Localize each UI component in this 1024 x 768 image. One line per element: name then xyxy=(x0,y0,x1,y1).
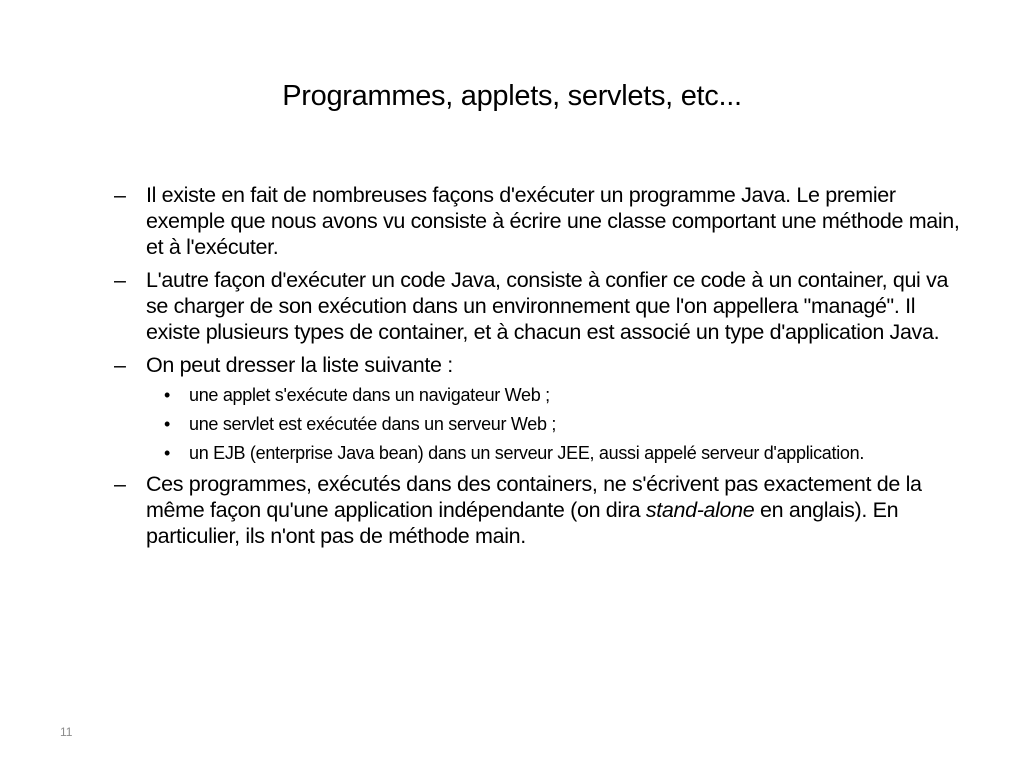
list-item-text: Il existe en fait de nombreuses façons d'exécuter un programme Java. Le premier exemple que nous avons vu consiste à écrire une classe comportant une méthode main, et à l'exécuter. xyxy=(146,183,960,259)
sub-list-item-text: une applet s'exécute dans un navigateur Web ; xyxy=(189,385,550,405)
bullet-marker: • xyxy=(164,414,171,434)
sub-bullet-list xyxy=(146,384,974,464)
list-item xyxy=(114,352,974,464)
dash-marker: – xyxy=(114,472,126,496)
bullet-list xyxy=(114,182,974,549)
bullet-marker: • xyxy=(164,443,171,463)
list-item-italic-term: stand-alone xyxy=(645,498,755,522)
dash-marker: – xyxy=(114,353,126,377)
sub-list-item xyxy=(164,442,974,464)
dash-marker: – xyxy=(114,183,126,207)
slide-title: Programmes, applets, servlets, etc... xyxy=(282,80,742,112)
list-item-text: L'autre façon d'exécuter un code Java, consiste à confier ce code à un container, qui va se charger de son exécution dans un environnement que l'on appellera "managé". Il existe plusieurs types de container, et à chacun est associé un type d'application Java. xyxy=(146,268,949,344)
list-item xyxy=(114,182,974,260)
list-item-text-after: en anglais). En particulier, ils n'ont pas de méthode main. xyxy=(146,498,899,548)
list-item xyxy=(114,267,974,345)
list-item-text-before: Ces programmes, exécutés dans des containers, ne s'écrivent pas exactement de la même façon qu'une application indépendante (on dira xyxy=(146,472,922,522)
sub-list-item-text: un EJB (enterprise Java bean) dans un serveur JEE, aussi appelé serveur d'application. xyxy=(189,443,865,463)
sub-list-item xyxy=(164,413,974,435)
slide-content xyxy=(114,182,974,556)
list-item xyxy=(114,471,974,549)
sub-list-item xyxy=(164,384,974,406)
sub-list-item-text: une servlet est exécutée dans un serveur Web ; xyxy=(189,414,557,434)
slide-number: 11 xyxy=(60,725,73,739)
bullet-marker: • xyxy=(164,385,171,405)
dash-marker: – xyxy=(114,268,126,292)
list-item-text: On peut dresser la liste suivante : xyxy=(146,353,453,377)
